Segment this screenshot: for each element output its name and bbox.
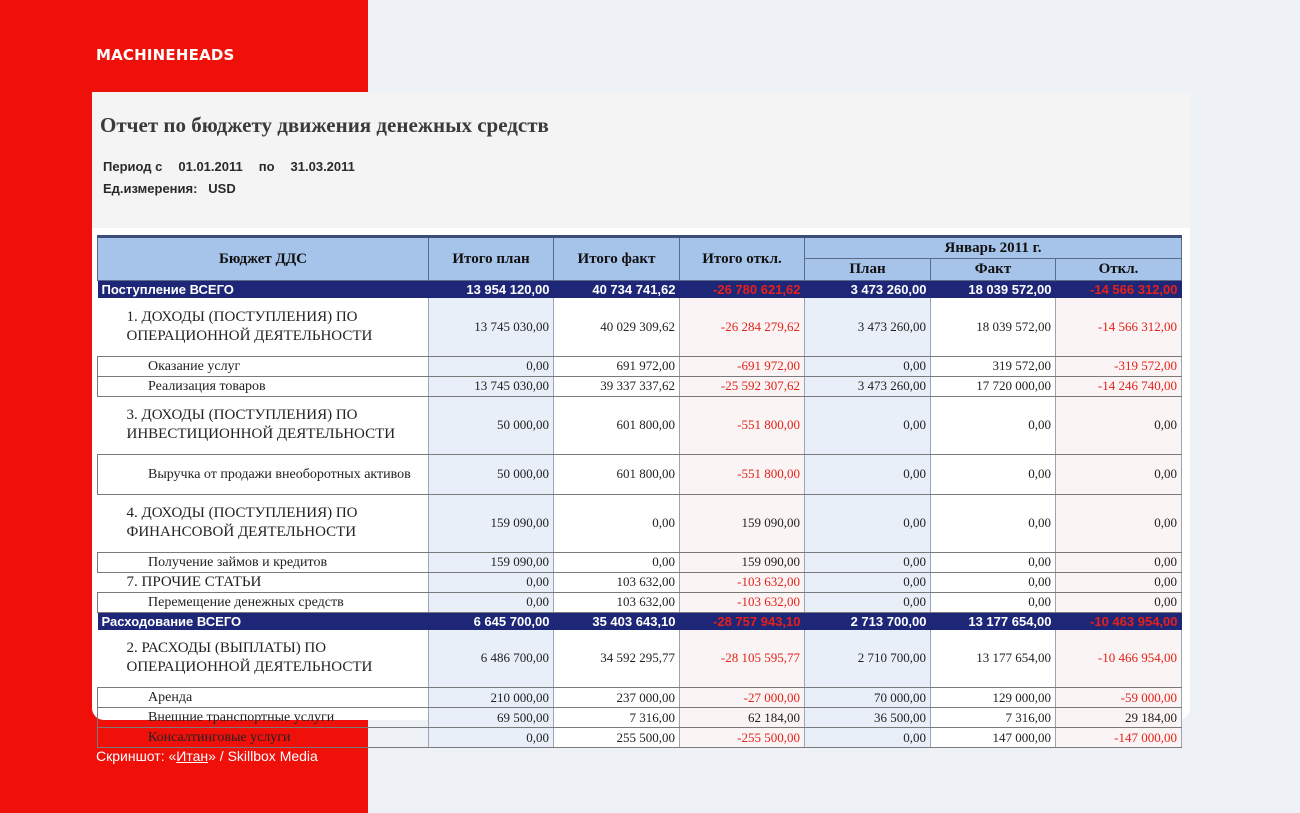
row-value: 69 500,00	[429, 708, 554, 728]
row-value: 601 800,00	[554, 396, 680, 454]
row-value: -28 105 595,77	[680, 630, 805, 688]
brand-logo: MACHINEHEADS	[96, 46, 235, 64]
row-value: 0,00	[805, 356, 931, 376]
caption-suffix: » / Skillbox Media	[208, 748, 318, 764]
row-value: 0,00	[429, 572, 554, 592]
table-row	[98, 396, 1182, 454]
row-label: Реализация товаров	[98, 376, 429, 396]
row-value: 210 000,00	[429, 688, 554, 708]
row-label: 4. ДОХОДЫ (ПОСТУПЛЕНИЯ) ПО ФИНАНСОВОЙ ДЕЯТЕЛЬНОСТИ	[98, 494, 429, 552]
row-value: 70 000,00	[805, 688, 931, 708]
row-value: 0,00	[931, 396, 1056, 454]
row-value: 13 954 120,00	[429, 281, 554, 299]
table-row	[98, 592, 1182, 612]
row-label: Перемещение денежных средств	[98, 592, 429, 612]
row-value: -147 000,00	[1056, 728, 1182, 748]
row-value: 18 039 572,00	[931, 298, 1056, 356]
table-row	[98, 454, 1182, 494]
row-value: 0,00	[805, 592, 931, 612]
row-label: 3. ДОХОДЫ (ПОСТУПЛЕНИЯ) ПО ИНВЕСТИЦИОННОЙ ДЕЯТЕЛЬНОСТИ	[98, 396, 429, 454]
table-row	[98, 356, 1182, 376]
row-label: Оказание услуг	[98, 356, 429, 376]
units-value: USD	[208, 181, 236, 196]
header-month: Январь 2011 г.	[805, 237, 1182, 259]
period-to: 31.03.2011	[290, 159, 355, 174]
row-value: 0,00	[805, 494, 931, 552]
report-title: Отчет по бюджету движения денежных средств	[100, 113, 549, 137]
row-value: 0,00	[1056, 454, 1182, 494]
row-label: Поступление ВСЕГО	[98, 281, 429, 299]
period-from: 01.01.2011	[178, 159, 243, 174]
row-label: 1. ДОХОДЫ (ПОСТУПЛЕНИЯ) ПО ОПЕРАЦИОННОЙ ДЕЯТЕЛЬНОСТИ	[98, 298, 429, 356]
header-fact-total: Итого факт	[554, 237, 680, 281]
table-body	[98, 281, 1182, 748]
row-value: 0,00	[805, 454, 931, 494]
table-row	[98, 494, 1182, 552]
row-value: 13 745 030,00	[429, 298, 554, 356]
row-value: 0,00	[805, 396, 931, 454]
row-value: 103 632,00	[554, 592, 680, 612]
row-value: 129 000,00	[931, 688, 1056, 708]
row-value: 7 316,00	[931, 708, 1056, 728]
table-row	[98, 708, 1182, 728]
row-value: 255 500,00	[554, 728, 680, 748]
table-row	[98, 552, 1182, 572]
header-fact: Факт	[931, 259, 1056, 281]
units-label: Ед.измерения:	[103, 181, 198, 196]
row-value: 0,00	[931, 572, 1056, 592]
caption-prefix: Скриншот: «	[96, 748, 177, 764]
row-value: -25 592 307,62	[680, 376, 805, 396]
row-label: 2. РАСХОДЫ (ВЫПЛАТЫ) ПО ОПЕРАЦИОННОЙ ДЕЯТЕЛЬНОСТИ	[98, 630, 429, 688]
header-budget: Бюджет ДДС	[98, 237, 429, 281]
row-value: 13 177 654,00	[931, 612, 1056, 630]
row-value: 29 184,00	[1056, 708, 1182, 728]
row-value: 0,00	[805, 552, 931, 572]
table-row	[98, 630, 1182, 688]
row-value: 0,00	[429, 356, 554, 376]
row-value: 319 572,00	[931, 356, 1056, 376]
row-value: -26 284 279,62	[680, 298, 805, 356]
report-card	[92, 92, 1190, 745]
row-value: 39 337 337,62	[554, 376, 680, 396]
report-units	[103, 181, 236, 196]
row-value: 0,00	[1056, 494, 1182, 552]
row-value: 159 090,00	[680, 494, 805, 552]
table-row	[98, 688, 1182, 708]
row-value: 0,00	[1056, 592, 1182, 612]
row-label: Получение займов и кредитов	[98, 552, 429, 572]
row-value: 0,00	[931, 494, 1056, 552]
row-value: 2 710 700,00	[805, 630, 931, 688]
budget-table-wrap	[97, 235, 1182, 748]
row-value: -319 572,00	[1056, 356, 1182, 376]
row-value: 35 403 643,10	[554, 612, 680, 630]
row-value: 18 039 572,00	[931, 281, 1056, 299]
row-value: 7 316,00	[554, 708, 680, 728]
row-label: Внешние транспортные услуги	[98, 708, 429, 728]
row-value: 0,00	[554, 552, 680, 572]
row-value: 0,00	[1056, 396, 1182, 454]
row-value: 0,00	[805, 572, 931, 592]
row-value: 50 000,00	[429, 454, 554, 494]
row-value: -28 757 943,10	[680, 612, 805, 630]
table-row	[98, 298, 1182, 356]
row-value: 36 500,00	[805, 708, 931, 728]
table-row	[98, 376, 1182, 396]
row-value: 691 972,00	[554, 356, 680, 376]
row-value: 103 632,00	[554, 572, 680, 592]
row-value: 6 486 700,00	[429, 630, 554, 688]
row-value: 3 473 260,00	[805, 298, 931, 356]
row-value: 601 800,00	[554, 454, 680, 494]
row-label: Выручка от продажи внеоборотных активов	[98, 454, 429, 494]
row-value: 50 000,00	[429, 396, 554, 454]
row-value: -255 500,00	[680, 728, 805, 748]
row-value: 13 177 654,00	[931, 630, 1056, 688]
period-to-label: по	[258, 159, 275, 174]
table-row	[98, 728, 1182, 748]
row-value: 3 473 260,00	[805, 376, 931, 396]
header-plan-total: Итого план	[429, 237, 554, 281]
report-period	[103, 159, 371, 174]
row-value: 62 184,00	[680, 708, 805, 728]
row-value: 0,00	[554, 494, 680, 552]
table-row	[98, 572, 1182, 592]
row-value: -10 466 954,00	[1056, 630, 1182, 688]
row-value: 0,00	[931, 592, 1056, 612]
row-value: 40 734 741,62	[554, 281, 680, 299]
row-value: 34 592 295,77	[554, 630, 680, 688]
period-label: Период с	[103, 159, 163, 174]
row-value: -14 246 740,00	[1056, 376, 1182, 396]
row-value: 237 000,00	[554, 688, 680, 708]
caption-source-link[interactable]: Итан	[176, 748, 209, 764]
row-value: 0,00	[931, 552, 1056, 572]
row-value: 147 000,00	[931, 728, 1056, 748]
header-plan: План	[805, 259, 931, 281]
row-value: 159 090,00	[429, 494, 554, 552]
row-value: -26 780 621,62	[680, 281, 805, 299]
row-value: 6 645 700,00	[429, 612, 554, 630]
row-value: -103 632,00	[680, 572, 805, 592]
report-header	[92, 92, 1190, 228]
row-value: 0,00	[931, 454, 1056, 494]
row-value: 159 090,00	[680, 552, 805, 572]
row-value: -59 000,00	[1056, 688, 1182, 708]
row-value: -14 566 312,00	[1056, 298, 1182, 356]
row-value: 0,00	[429, 592, 554, 612]
row-value: 0,00	[805, 728, 931, 748]
row-value: 0,00	[429, 728, 554, 748]
row-value: 13 745 030,00	[429, 376, 554, 396]
row-value: -27 000,00	[680, 688, 805, 708]
row-value: 2 713 700,00	[805, 612, 931, 630]
header-dev-total: Итого откл.	[680, 237, 805, 281]
row-value: -551 800,00	[680, 396, 805, 454]
header-dev: Откл.	[1056, 259, 1182, 281]
row-value: 3 473 260,00	[805, 281, 931, 299]
row-value: -14 566 312,00	[1056, 281, 1182, 299]
row-label: Аренда	[98, 688, 429, 708]
row-label: Консалтинговые услуги	[98, 728, 429, 748]
row-value: -551 800,00	[680, 454, 805, 494]
row-label: Расходование ВСЕГО	[98, 612, 429, 630]
row-value: 40 029 309,62	[554, 298, 680, 356]
image-caption	[96, 748, 318, 764]
row-value: 17 720 000,00	[931, 376, 1056, 396]
row-value: -103 632,00	[680, 592, 805, 612]
table-total-row	[98, 281, 1182, 299]
row-value: -10 463 954,00	[1056, 612, 1182, 630]
row-label: 7. ПРОЧИЕ СТАТЬИ	[98, 572, 429, 592]
table-total-row	[98, 612, 1182, 630]
row-value: 159 090,00	[429, 552, 554, 572]
budget-table	[97, 235, 1182, 748]
row-value: 0,00	[1056, 552, 1182, 572]
row-value: -691 972,00	[680, 356, 805, 376]
row-value: 0,00	[1056, 572, 1182, 592]
